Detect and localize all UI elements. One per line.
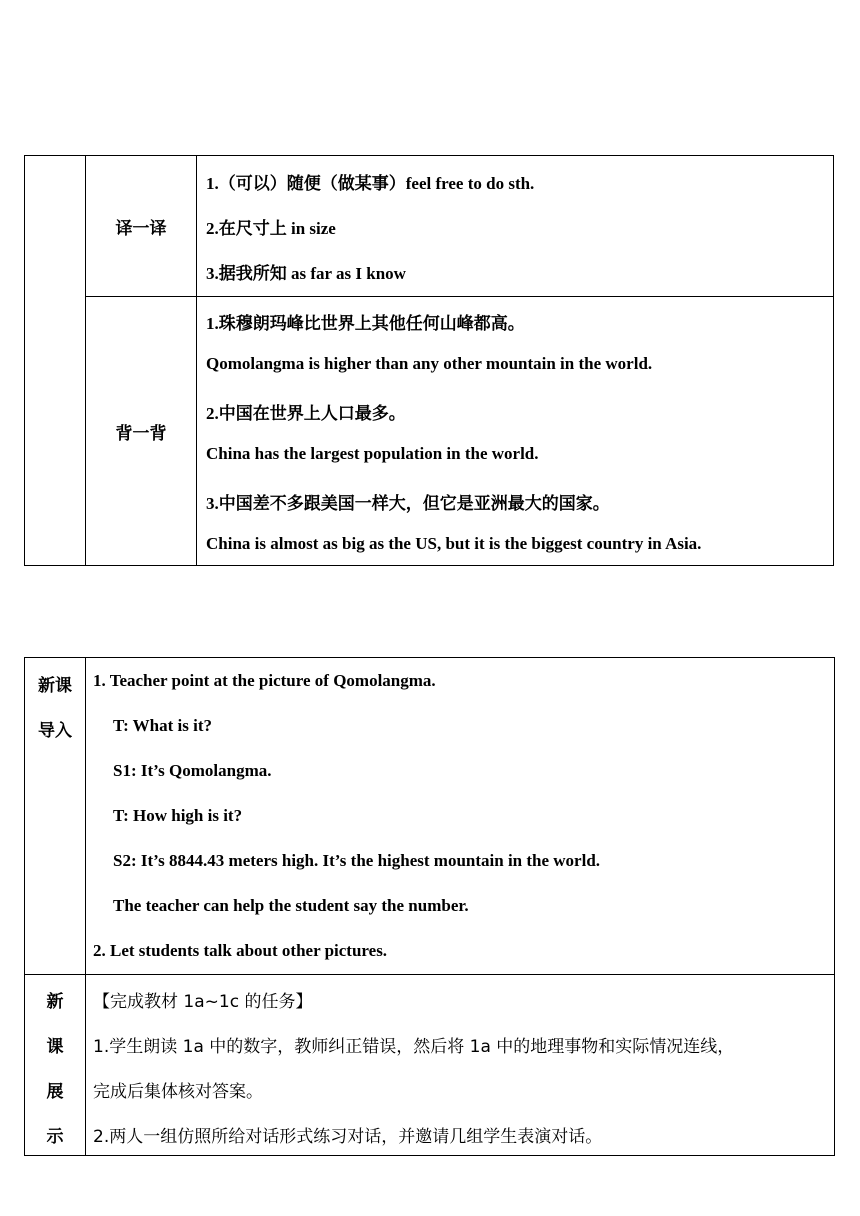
translate-label: 译一译 (86, 156, 197, 296)
recite-item: Qomolangma is higher than any other mountain in the world. (206, 354, 653, 373)
recite-item: 1.珠穆朗玛峰比世界上其他任何山峰都高。 (206, 314, 525, 333)
intro-line: S1: It’s Qomolangma. (113, 761, 272, 780)
empty-column (25, 156, 86, 565)
translate-item: 2.在尺寸上 in size (206, 219, 336, 238)
recite-item: China is almost as big as the US, but it is the biggest country in Asia. (206, 534, 702, 553)
intro-label-line: 新课 (38, 676, 72, 696)
lesson-plan-table (24, 657, 835, 1156)
column-divider (85, 658, 86, 1155)
row-divider (86, 296, 833, 297)
show-label-char: 展 (46, 1082, 64, 1102)
show-line: 完成后集体核对答案。 (93, 1082, 263, 1102)
show-heading: 【完成教材 1a~1c 的任务】 (93, 992, 313, 1012)
translate-item: 3.据我所知 as far as I know (206, 264, 406, 283)
show-line: 2.两人一组仿照所给对话形式练习对话，并邀请几组学生表演对话。 (93, 1127, 603, 1147)
vocabulary-table (24, 155, 834, 566)
intro-line: 1. Teacher point at the picture of Qomolangma. (93, 671, 436, 690)
recite-item: 3.中国差不多跟美国一样大，但它是亚洲最大的国家。 (206, 494, 610, 513)
recite-label: 背一背 (86, 296, 197, 566)
intro-label-line: 导入 (38, 721, 72, 741)
intro-line: S2: It’s 8844.43 meters high. It’s the highest mountain in the world. (113, 851, 601, 870)
intro-line: T: What is it? (113, 716, 213, 735)
recite-item: China has the largest population in the world. (206, 444, 539, 463)
translate-item: 1.（可以）随便（做某事）feel free to do sth. (206, 174, 535, 193)
intro-line: The teacher can help the student say the number. (113, 896, 469, 915)
show-line: 1.学生朗读 1a 中的数字，教师纠正错误，然后将 1a 中的地理事物和实际情况连线， (93, 1037, 735, 1057)
row-divider (25, 974, 834, 975)
intro-line: 2. Let students talk about other pictures. (93, 941, 388, 960)
show-label-char: 示 (46, 1127, 64, 1147)
show-label-char: 新 (46, 992, 64, 1012)
recite-item: 2.中国在世界上人口最多。 (206, 404, 406, 423)
intro-line: T: How high is it? (113, 806, 243, 825)
show-label-char: 课 (46, 1037, 64, 1057)
